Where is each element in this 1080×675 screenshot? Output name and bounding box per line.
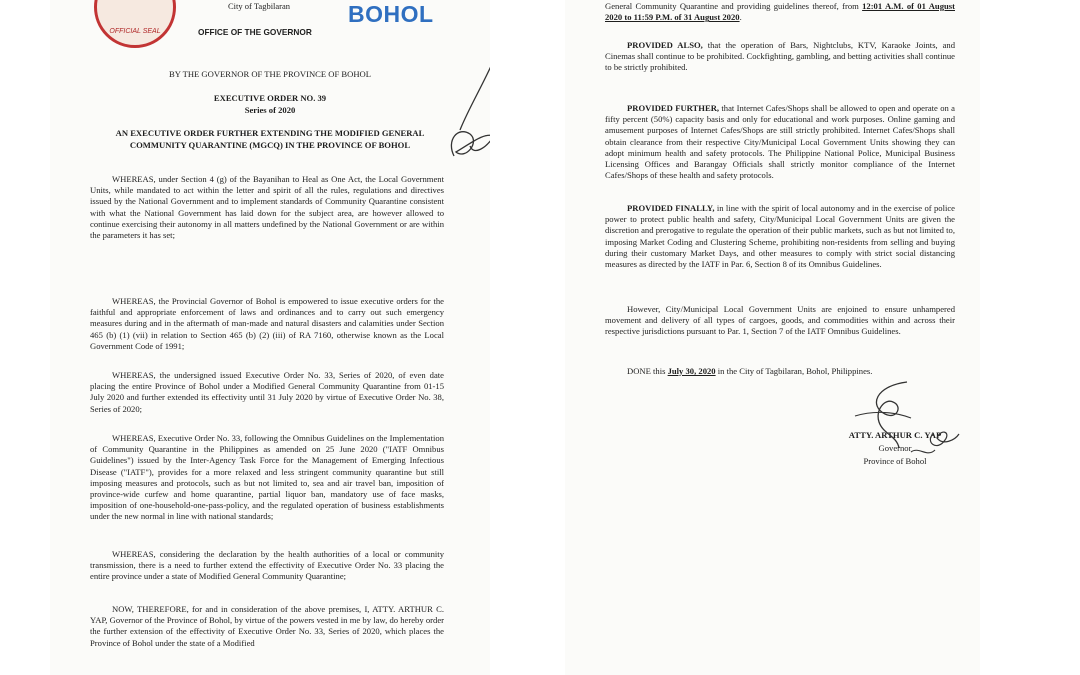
eo-number: EXECUTIVE ORDER NO. 39	[213, 93, 327, 103]
continuation-text: General Community Quarantine and providing guidelines thereof, from	[605, 1, 859, 11]
now-therefore-paragraph: NOW, THEREFORE, for and in consideration of the above premises, I, ATTY. ARTHUR C. YAP, Governor of the Province of Bohol, by virtue of the powers vested in me by law, do hereby order the further extension of the effectivity of Executive Order No. 33, Series of 2020, which places the Province of Bohol under the state of a Modified	[90, 604, 444, 648]
signatory-name: ATTY. ARTHUR C. YAP	[848, 430, 942, 440]
document-page-left	[50, 0, 490, 675]
effectivity-period: 12:01 A.M. of 01 August 2020 to 11:59 P.M. of 31 August 2020	[605, 1, 955, 23]
seal-text: OFFICIAL SEAL	[109, 28, 161, 35]
city-name: City of Tagbilaran	[228, 1, 291, 11]
signatory-province: Province of Bohol	[863, 456, 927, 466]
eo-title-line2: COMMUNITY QUARANTINE (MGCQ) IN THE PROVINCE OF BOHOL	[129, 140, 411, 150]
provided-further-lead: PROVIDED FURTHER,	[627, 103, 720, 113]
continuation-end: .	[739, 12, 742, 23]
official-seal	[94, 0, 176, 48]
provided-also-text: that the operation of Bars, Nightclubs, KTV, Karaoke Joints, and Cinemas shall continue to be prohibited. Cockfighting, gambling, and betting activities shall continue to be strictly prohibited.	[605, 40, 955, 73]
office-heading: OFFICE OF THE GOVERNOR	[198, 27, 312, 37]
provided-also-lead: PROVIDED ALSO,	[627, 40, 703, 50]
signatory-title: Governor	[878, 443, 912, 453]
provided-finally-paragraph	[605, 203, 955, 270]
done-date: July 30, 2020	[667, 366, 716, 376]
provided-further-text: that Internet Cafes/Shops shall be allowed to open and operate on a fifty percent (50%) capacity basis and only for educational and work purposes. Online gaming and amusement purposes of Internet Cafes/Shops are still strictly prohibited. Internet Cafes/Shops shall obtain clearance from their respective City/Municipal Local Government Units showing they can adopt minimum health and safety protocols. The Philippine National Police, Municipal Business Licensing Offices and Barangay Officials shall strictly monitor compliance of the Internet Cafes/Shops of these health and safety protocols.	[605, 103, 955, 181]
bohol-logo: BOHOL	[348, 1, 434, 27]
provided-finally-lead: PROVIDED FINALLY,	[627, 203, 715, 213]
done-paragraph	[605, 366, 955, 377]
whereas-paragraph-2: WHEREAS, the Provincial Governor of Bohol is empowered to issue executive orders for the faithful and appropriate enforcement of laws and ordinances and to carry out such emergency measures during and in the aftermath of man-made and natural disasters and calamities under Section 465 (b) (1) (vii) in relation to Section 465 (b) (2) (iii) of RA 7160, otherwise known as the Local Government Code of 1991;	[90, 296, 444, 351]
done-prefix: DONE this	[627, 366, 668, 376]
however-paragraph: However, City/Municipal Local Government Units are enjoined to ensure unhampered movement and delivery of all types of cargoes, goods, and commodities within and across their respective jurisdictions pursuant to Par. 1, Section 7 of the IATF Omnibus Guidelines.	[605, 304, 955, 337]
done-suffix: in the City of Tagbilaran, Bohol, Philippines.	[715, 366, 873, 376]
eo-series: Series of 2020	[244, 105, 296, 115]
eo-title-line1: AN EXECUTIVE ORDER FURTHER EXTENDING THE MODIFIED GENERAL	[115, 128, 425, 138]
whereas-paragraph-1: WHEREAS, under Section 4 (g) of the Bayanihan to Heal as One Act, the Local Government Units, while mandated to act within the letter and spirit of all the rules, regulations and directives issued by the National Government and to implement standards of Community Quarantine consistent with what the National Government has laid down for the subject area, are however allowed to continue exercising their autonomy in all matters undefined by the National Government or are within the parameters it has set;	[90, 174, 444, 241]
by-line: BY THE GOVERNOR OF THE PROVINCE OF BOHOL	[168, 69, 372, 79]
provided-finally-text: in line with the spirit of local autonomy and in the exercise of police power to protect public health and safety, City/Municipal Local Government Units are given the discretion and prerogative to regulate the operation of their public markets, such as but not limited to, imposing Market Coding and Clustering Scheme, prohibiting non-residents from selling and buying during their customary Market Days, and other measures to comply with strict social distancing measures as directed by the IATF in Par. 6, Section 8 of its Omnibus Guidelines.	[605, 203, 955, 270]
document-page-right	[565, 0, 980, 675]
whereas-paragraph-4: WHEREAS, Executive Order No. 33, following the Omnibus Guidelines on the Implementation of Community Quarantine in the Philippines as amended on 25 June 2020 ("IATF Omnibus Guidelines") issued by the Inter-Agency Task Force for the Management of Emerging Infectious Disease ("IATF"), provides for a more relaxed and less stringent community quarantine but still imposing measures and protocols, such as but not limited to, sea and air travel ban, imposition of province-wide curfew and home quarantine, partial liquor ban, mandatory use of face masks, imposition of one-household-one-pass-policy, and the regulated operation of business establishments under the new normal in line with national standards;	[90, 433, 444, 522]
whereas-paragraph-5: WHEREAS, considering the declaration by the health authorities of a local or community transmission, there is a need to further extend the effectivity of Executive Order No. 33 placing the entire province under a state of Modified General Community Quarantine;	[90, 549, 444, 582]
provided-also-paragraph	[605, 40, 955, 74]
whereas-paragraph-3: WHEREAS, the undersigned issued Executive Order No. 33, Series of 2020, of even date placing the entire Province of Bohol under a Modified General Community Quarantine from 01-15 July 2020 and further extended its effectivity until 31 July 2020 by virtue of Executive Order No. 38, Series of 2020;	[90, 370, 444, 414]
provided-further-paragraph	[605, 103, 955, 181]
continuation-paragraph	[605, 1, 955, 23]
